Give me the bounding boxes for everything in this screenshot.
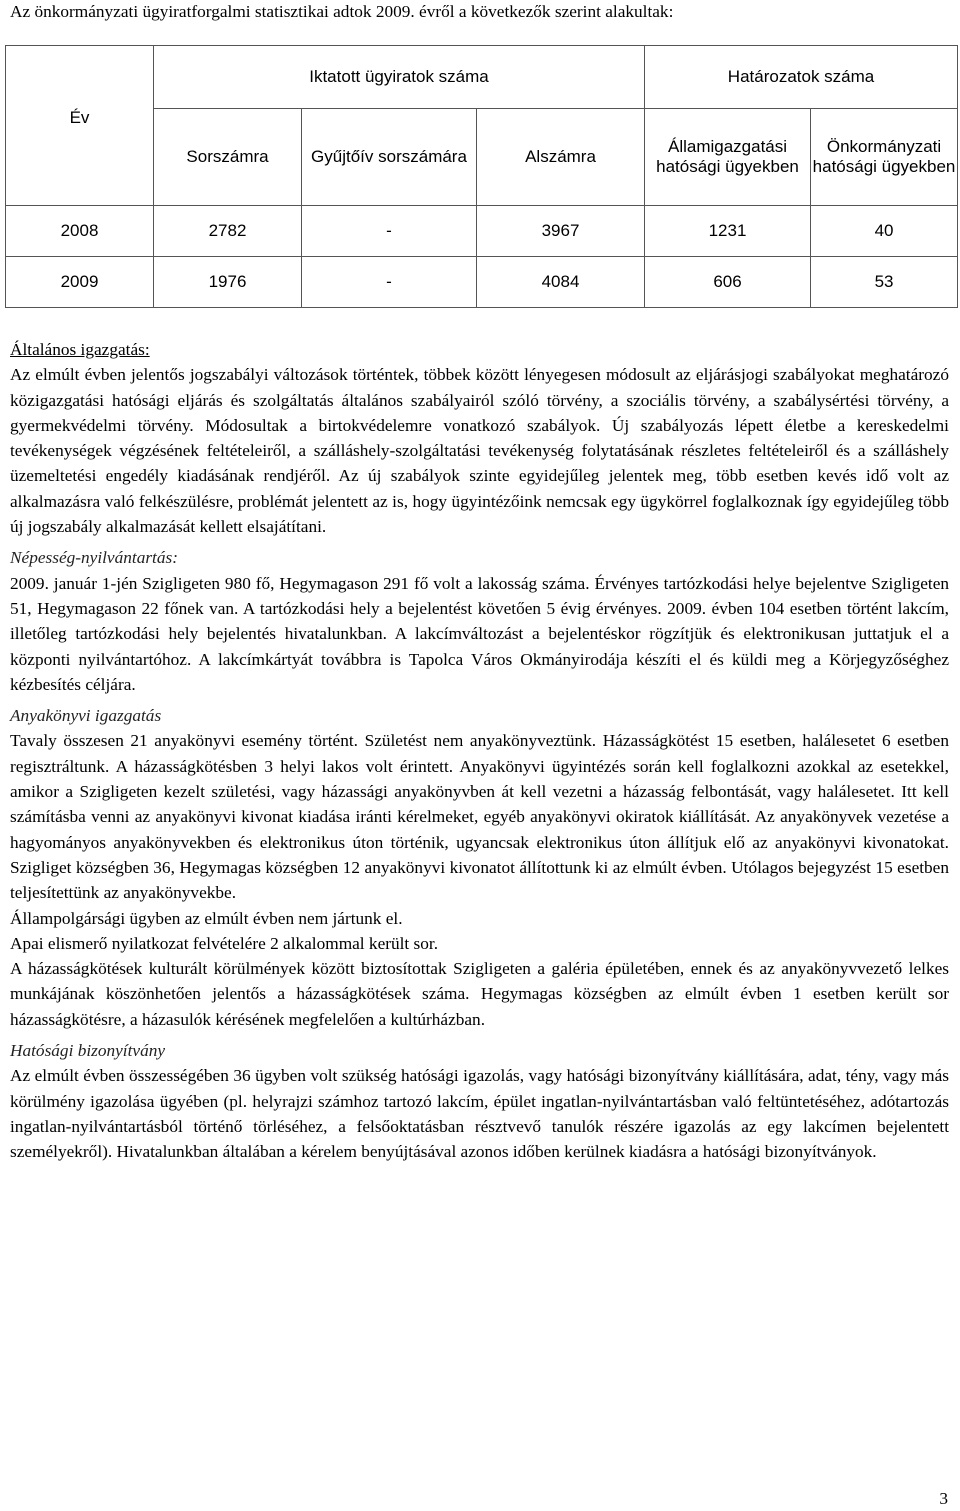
- paragraph: Az elmúlt évben jelentős jogszabályi változások történtek, többek között lényegesen módosult az eljárásjogi szabályokat meghatározó közigazgatási hatósági eljárás és szolgáltatás általános szabályairól szóló törvény, a szociális törvény, a szabálysértési törvény, a gyermekvédelmi törvény. Módosultak a birtokvédelemre vonatkozó szabályok. Új szabályozás lépett életbe a kereskedelmi tevékenységek végzésének feltételeiről, a szálláshely-szolgáltatási tevékenység folytatásának részletes feltételeiről és a szálláshely üzemeltetési engedély kiadásának rendjéről. Az új szabályok szinte egyidejűleg jelentek meg, több esetben kevés idő volt az alkalmazásra való felkészülésre, problémát jelentett az is, hogy ügyintézőink nemcsak egy ügykörrel foglalkoznak így egyidejűleg több új jogszabály alkalmazását kellett elsajátítani.: [10, 365, 949, 537]
- table-cell: 4084: [477, 257, 645, 308]
- table-cell: 2008: [6, 206, 154, 257]
- header-onkormanyzati: Önkormányzati hatósági ügyekben: [811, 109, 958, 206]
- section-title-hatosagi: Hatósági bizonyítvány: [10, 1041, 166, 1061]
- section-title-nepesseg: Népesség-nyilvántartás:: [10, 548, 178, 568]
- table-row: [6, 257, 958, 308]
- statistics-table: [5, 45, 958, 308]
- paragraph: 2009. január 1-jén Szigligeten 980 fő, Hegymagason 291 fő volt a lakosság száma. Érvényes tartózkodási helye bejelentve Szigligeten 51, Hegymagason 22 főnek van. A tartózkodási hely a bejelentést követően 5 évig érvényes. 2009. évben 104 esetben történt lakcím, illetőleg tartózkodási hely bejelentés hivatalunkban. A lakcímváltozást a bejelentéskor rögzítjük és elektronikusan juttatjuk el a központi nyilvántartóhoz. A lakcímkártyát továbbra is Tapolca Város Okmányirodája készíti el és küldi meg a Körjegyzőséghez kézbesítés céljára.: [10, 573, 949, 694]
- section-title-altalanos: Általános igazgatás:: [10, 340, 150, 359]
- table-cell: 40: [811, 206, 958, 257]
- paragraph: Apai elismerő nyilatkozat felvételére 2 alkalommal került sor.: [10, 933, 439, 953]
- paragraph: Állampolgársági ügyben az elmúlt évben nem jártunk el.: [10, 908, 403, 928]
- header-gyujtoiv: Gyűjtőív sorszámára: [302, 109, 477, 206]
- intro-text: Az önkormányzati ügyiratforgalmi statisztikai adtok 2009. évről a következők szerint alakultak:: [10, 2, 674, 21]
- header-allamigazgatasi: Államigazgatási hatósági ügyekben: [645, 109, 811, 206]
- header-iktatott: Iktatott ügyiratok száma: [154, 46, 645, 109]
- section-title-anyakonyvi: Anyakönyvi igazgatás: [10, 706, 162, 726]
- table-cell: 3967: [477, 206, 645, 257]
- table-cell: -: [302, 257, 477, 308]
- header-alszamra: Alszámra: [477, 109, 645, 206]
- table-cell: 1231: [645, 206, 811, 257]
- table-cell: 2009: [6, 257, 154, 308]
- paragraph: Tavaly összesen 21 anyakönyvi esemény történt. Születést nem anyakönyveztünk. Házasságkötést 15 esetben, halálesetet 6 esetben regisztráltunk. A házasságkötésben 3 helyi lakos volt érintett. Anyakönyvi ügyintézés során kell foglalkozni azokkal az esetekkel, amikor a Szigligeten kezelt születési, vagy házassági anyakönyvben át kell vezetni a házasság felbontását, vagy halálesetet. Itt kell számításba venni az anyakönyvi kivonat kiadása iránti kérelmeket, egyéb anyakönyvi okiratok kiállítását. Az anyakönyvek vezetése a hagyományos anyakönyvekben és elektronikus úton történik, ugyancsak elektronikus úton állítjuk elő az anyakönyvi kivonatokat. Szigliget községben 36, Hegymagas községben 12 anyakönyvi kivonatot állítottunk ki az elmúlt évben. Utólagos bejegyzést 15 esetben teljesítettünk az anyakönyvekbe.: [10, 731, 949, 903]
- table-cell: 53: [811, 257, 958, 308]
- paragraph: Az elmúlt évben összességében 36 ügyben volt szükség hatósági igazolás, vagy hatósági bizonyítvány kiállítására, adat, tény, vagy más körülmény igazolása ügyében (pl. helyrajzi számhoz tartozó lakcím, épület ingatlan-nyilvántartásban való feltüntetéséhez, adótartozás ingatlan-nyilvántartásból történő törléséhez, a felsőoktatásban résztvevő tanulók részére igazolás az egy lakcímen bejelentett személyekről). Hivatalunkban általában a kérelem benyújtásával azonos időben kerülnek kiadásra a hatósági bizonyítványok.: [10, 1066, 949, 1162]
- document-body: [10, 337, 949, 1165]
- header-hatarozatok: Határozatok száma: [645, 46, 958, 109]
- table-cell: 606: [645, 257, 811, 308]
- header-ev: Év: [6, 46, 154, 206]
- header-sorszamra: Sorszámra: [154, 109, 302, 206]
- table-cell: 2782: [154, 206, 302, 257]
- table-row: [6, 206, 958, 257]
- table-cell: 1976: [154, 257, 302, 308]
- paragraph: A házasságkötések kulturált körülmények között biztosítottak Szigligeten a galéria épületében, ennek és az anyakönyvvezető lelkes munkájának köszönhetően jelentős a házasságkötések száma. Hegymagas községben az elmúlt évben 1 esetben került sor házasságkötésre, a házasulók kérésének megfelelően a kultúrházban.: [10, 959, 949, 1029]
- page-number: 3: [939, 1489, 948, 1508]
- table-cell: -: [302, 206, 477, 257]
